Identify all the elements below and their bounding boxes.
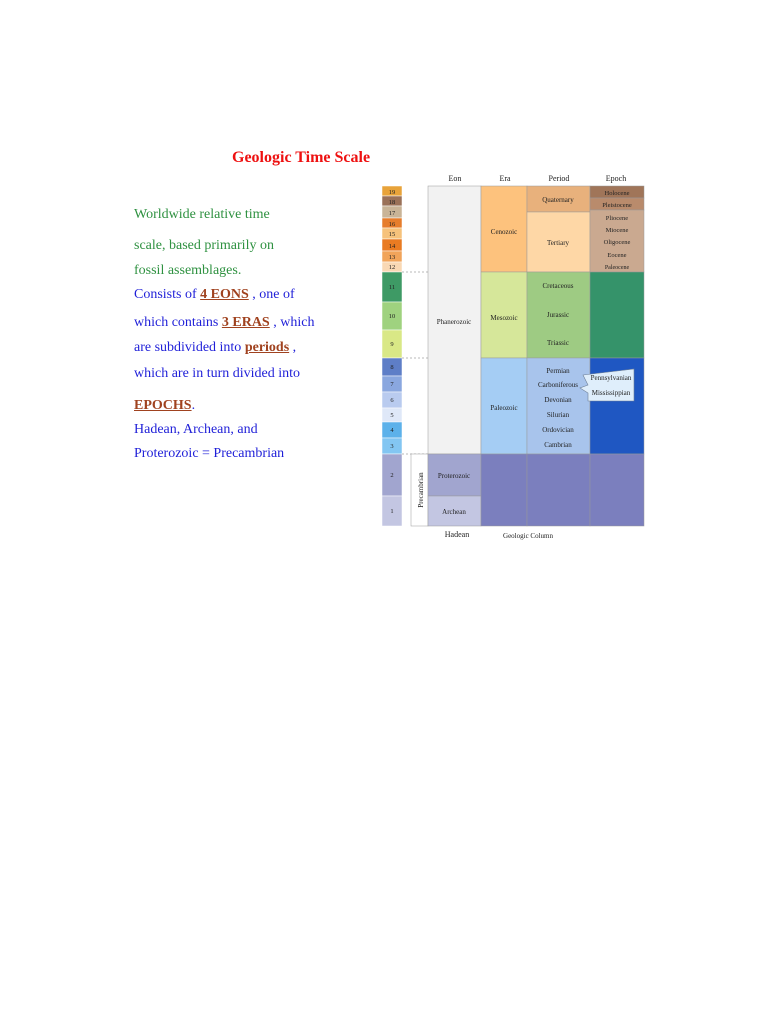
epochs-link[interactable]: EPOCHS <box>134 398 192 413</box>
devonian-label: Devonian <box>544 396 572 404</box>
period-precambrian-fill <box>527 454 590 526</box>
archean-label: Archean <box>442 508 466 516</box>
eras-link[interactable]: 3 ERAS <box>221 315 270 330</box>
text-line-7: which are in turn divided into <box>134 366 301 381</box>
text-line-5-pre: which contains <box>134 315 222 330</box>
cambrian-label: Cambrian <box>544 441 572 449</box>
num-label-9: 9 <box>390 341 394 348</box>
text-line-8 <box>134 398 195 414</box>
num-label-13: 13 <box>388 254 396 261</box>
num-label-18: 18 <box>388 199 396 206</box>
ordovician-label: Ordovician <box>542 426 574 434</box>
oligocene-label: Oligocene <box>603 239 631 246</box>
pliocene-label: Pliocene <box>605 215 629 222</box>
num-label-10: 10 <box>388 313 396 320</box>
header-eon: Eon <box>448 174 462 183</box>
num-label-2: 2 <box>390 472 394 479</box>
num-label-19: 19 <box>388 189 396 196</box>
num-label-8: 8 <box>390 364 394 371</box>
cretaceous-label: Cretaceous <box>542 282 574 290</box>
num-label-11: 11 <box>388 284 396 291</box>
geologic-column-caption: Geologic Column <box>503 532 553 540</box>
triassic-label: Triassic <box>547 339 569 347</box>
era-precambrian-fill <box>481 454 527 526</box>
tertiary-label: Tertiary <box>546 239 570 247</box>
num-label-16: 16 <box>388 221 396 228</box>
carboniferous-label: Carboniferous <box>537 381 579 389</box>
text-line-6 <box>134 340 296 356</box>
eons-link[interactable]: 4 EONS <box>200 287 249 302</box>
holocene-label: Holocene <box>604 190 630 197</box>
epoch-mesozoic-fill <box>590 272 644 358</box>
geologic-column-svg <box>380 170 648 542</box>
pleistocene-label: Pleistocene <box>602 202 632 209</box>
epoch-precambrian-fill <box>590 454 644 526</box>
paleocene-label: Paleocene <box>604 265 630 271</box>
text-line-4-post: , one of <box>248 287 295 302</box>
quaternary-label: Quaternary <box>542 196 574 204</box>
num-label-15: 15 <box>388 231 396 238</box>
text-line-5 <box>134 315 314 331</box>
boundary-dashes <box>402 272 428 454</box>
proterozoic-label: Proterozoic <box>437 472 471 480</box>
text-line-1: Worldwide relative time <box>134 207 270 222</box>
text-line-10: Proterozoic = Precambrian <box>134 446 285 461</box>
num-label-6: 6 <box>390 397 394 404</box>
mesozoic-label: Mesozoic <box>490 314 518 322</box>
jurassic-label: Jurassic <box>546 311 570 319</box>
text-line-3: fossil assemblages. <box>134 263 242 278</box>
mississippian-label: Mississippian <box>591 389 631 397</box>
periods-link[interactable]: periods <box>244 340 290 355</box>
header-era: Era <box>499 174 511 183</box>
text-line-2: scale, based primarily on <box>134 238 274 253</box>
num-label-1: 1 <box>390 508 394 515</box>
num-label-5: 5 <box>390 412 394 419</box>
hadean-label: Hadean <box>444 530 470 539</box>
num-label-12: 12 <box>388 264 396 271</box>
header-epoch: Epoch <box>605 174 627 183</box>
text-line-4 <box>134 287 295 303</box>
eocene-label: Eocene <box>607 252 627 259</box>
num-label-3: 3 <box>390 443 394 450</box>
paleozoic-label: Paleozoic <box>490 404 518 412</box>
text-line-5-post: , which <box>269 315 315 330</box>
phanerozoic-label: Phanerozoic <box>436 318 472 326</box>
header-period: Period <box>548 174 570 183</box>
precambrian-label: Precambrian <box>417 472 425 508</box>
page-title: Geologic Time Scale <box>232 149 371 166</box>
cenozoic-label: Cenozoic <box>490 228 518 236</box>
miocene-label: Miocene <box>605 227 629 234</box>
text-line-4-pre: Consists of <box>134 287 201 302</box>
text-line-9: Hadean, Archean, and <box>134 422 258 437</box>
num-label-17: 17 <box>388 210 396 217</box>
geologic-column-figure <box>380 170 648 542</box>
num-label-4: 4 <box>390 427 394 434</box>
num-label-7: 7 <box>390 381 394 388</box>
num-label-14: 14 <box>388 243 396 250</box>
pennsylvanian-label: Pennsylvanian <box>590 374 632 382</box>
text-line-8-post: . <box>191 398 196 413</box>
text-line-6-post: , <box>289 340 297 355</box>
permian-label: Permian <box>546 367 570 375</box>
silurian-label: Silurian <box>546 411 570 419</box>
text-line-6-pre: are subdivided into <box>134 340 245 355</box>
